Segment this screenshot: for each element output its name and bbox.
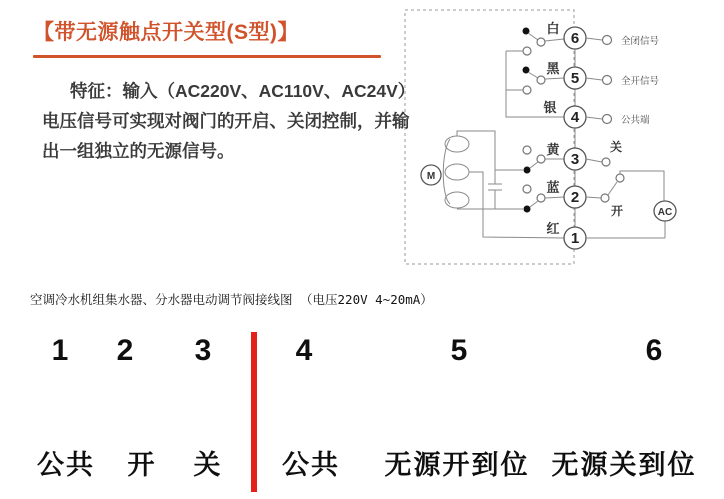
signal-output-5 (586, 75, 660, 87)
terminal-5-number: 5 (570, 70, 580, 87)
wire-color-yellow: 黄 (546, 142, 560, 157)
motor-label: M (426, 171, 436, 182)
close-contact (586, 139, 622, 166)
wire-color-silver: 银 (543, 100, 557, 115)
full-open-signal-label: 全开信号 (621, 76, 660, 87)
capacitor-icon (488, 170, 502, 209)
terminal-map (0, 325, 724, 499)
close-direction-label: 关 (609, 140, 623, 154)
map-number-6: 6 (645, 334, 663, 367)
terminal-2-number: 2 (570, 189, 580, 206)
ac-source-icon (654, 201, 676, 221)
map-label-3: 关 (193, 450, 223, 480)
title-underline (33, 55, 381, 58)
motor-icon (421, 136, 469, 208)
map-label-4: 公共 (282, 450, 340, 480)
terminal-3 (546, 142, 586, 170)
map-number-3: 3 (194, 334, 212, 367)
terminal-6 (546, 21, 586, 49)
description-line-1: 特征：输入（AC220V、AC110V、AC24V） (70, 81, 416, 101)
description-line-3: 出一组独立的无源信号。 (42, 141, 235, 161)
terminal-1 (546, 221, 586, 249)
terminal-4-number: 4 (570, 109, 580, 126)
terminal-4 (543, 100, 586, 128)
map-label-6: 无源关到位 (551, 450, 697, 480)
ac-source-label: AC (657, 207, 673, 218)
open-direction-label: 开 (610, 204, 624, 218)
map-number-1: 1 (51, 334, 69, 367)
map-number-5: 5 (450, 334, 468, 367)
wire-color-black: 黑 (546, 61, 560, 76)
open-contact (586, 174, 624, 218)
wire-color-blue: 蓝 (546, 180, 560, 195)
terminal-3-number: 3 (570, 151, 580, 168)
map-label-5: 无源开到位 (384, 450, 530, 480)
signal-output-6 (586, 35, 660, 47)
map-label-2: 开 (127, 450, 157, 480)
feature-description (42, 76, 416, 166)
red-divider (251, 332, 257, 492)
wire-color-white: 白 (546, 21, 560, 36)
full-close-signal-label: 全闭信号 (621, 36, 660, 47)
map-number-2: 2 (116, 334, 134, 367)
description-line-2: 电压信号可实现对阀门的开启、关闭控制，并输 (42, 111, 410, 131)
signal-output-4 (586, 114, 650, 126)
section-title: 【带无源触点开关型(S型)】 (33, 21, 299, 44)
common-terminal-label: 公共端 (621, 115, 650, 126)
diagram-caption: 空调冷水机组集水器、分水器电动调节阀接线图 （电压220V 4~20mA） (30, 292, 433, 307)
wire-color-red: 红 (546, 221, 560, 236)
map-number-4: 4 (295, 334, 313, 367)
wiring-diagram (400, 0, 724, 292)
ac-switch-wire (620, 171, 664, 201)
terminal-5 (546, 61, 586, 89)
terminal-1-number: 1 (570, 230, 580, 247)
terminal-2 (546, 180, 586, 208)
terminal-6-number: 6 (570, 30, 580, 47)
map-label-1: 公共 (37, 450, 95, 480)
